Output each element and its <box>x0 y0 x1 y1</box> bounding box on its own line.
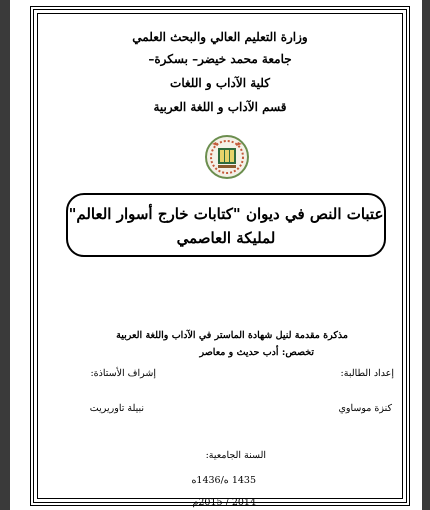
title-box <box>66 193 386 257</box>
supervisor-name: نبيلة تاوريريت <box>89 403 144 414</box>
department-line: قسم الآداب و اللغة العربية <box>153 100 287 114</box>
university-line: جامعة محمد خيضر– بسكرة– <box>148 52 292 66</box>
year-gregorian: 2014 / 2015م <box>192 497 256 508</box>
document-page <box>10 0 422 510</box>
thesis-title-line1: عتبات النص في ديوان "كتابات خارج أسوار العالم" <box>68 205 384 223</box>
year-label: السنة الجامعية: <box>205 450 266 461</box>
ministry-line: وزارة التعليم العالي والبحث العلمي <box>132 30 308 44</box>
student-label: إعداد الطالبة: <box>340 368 394 379</box>
supervisor-label: إشراف الأستاذة: <box>90 368 156 379</box>
memo-purpose: مذكرة مقدمة لنيل شهادة الماستر في الآداب واللغة العربية <box>116 330 348 341</box>
university-emblem-icon <box>204 134 250 180</box>
page-border <box>30 6 410 506</box>
year-hijri: 1435 ه/1436ه <box>191 475 256 486</box>
thesis-title-line2: لمليكة العاصمي <box>176 229 276 247</box>
memo-specialty: تخصص: أدب حديث و معاصر <box>199 347 314 358</box>
student-name: كنزة موساوي <box>338 403 392 414</box>
faculty-line: كلية الآداب و اللغات <box>170 76 270 90</box>
